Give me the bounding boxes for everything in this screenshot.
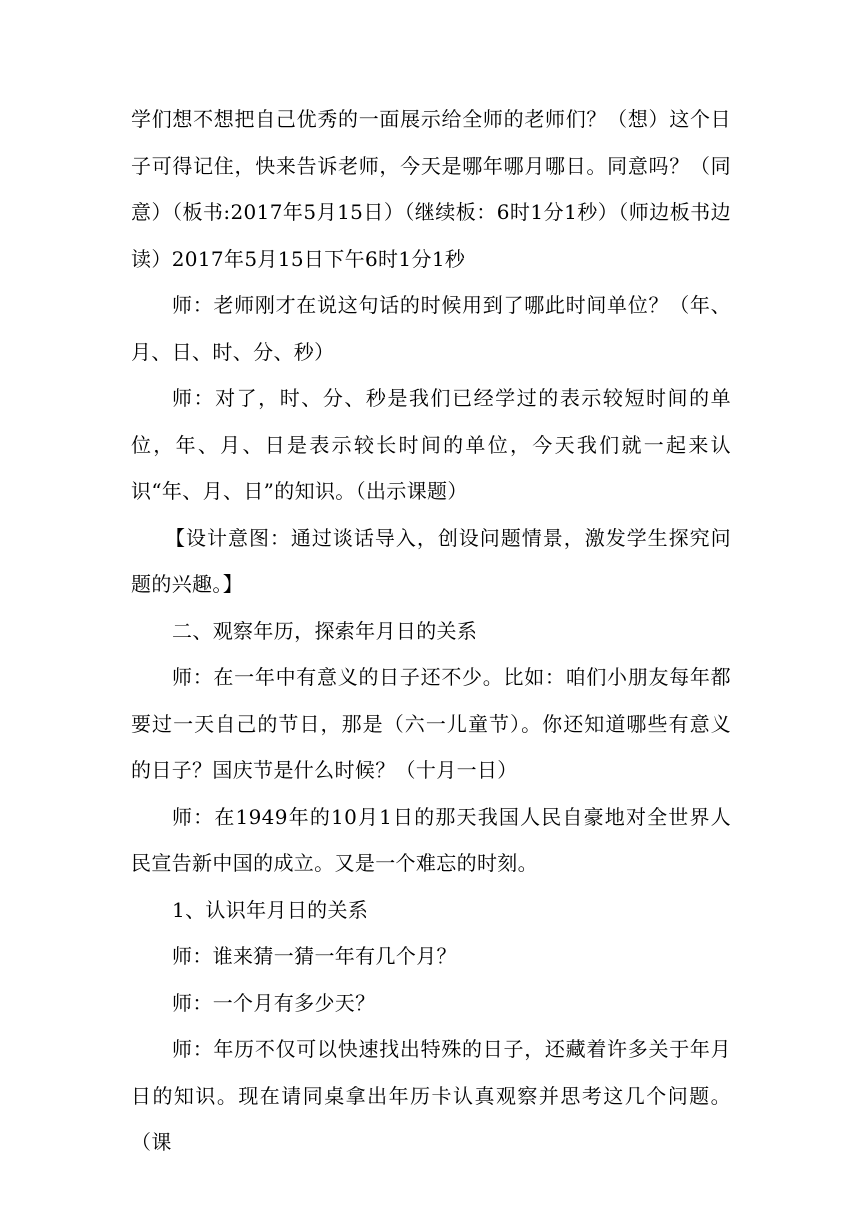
document-page	[131, 96, 731, 1166]
paragraph-teacher-explanation: 师：对了，时、分、秒是我们已经学过的表示较短时间的单位，年、月、日是表示较长时间的单位，今天我们就一起来认识“年、月、日”的知识。（出示课题）	[131, 386, 731, 503]
section-heading: 二、观察年历，探索年月日的关系	[172, 618, 478, 643]
paragraph-meaningful-days: 师：在一年中有意义的日子还不少。比如：咱们小朋友每年都要过一天自己的节日，那是（六一儿童节）。你还知道哪些有意义的日子？国庆节是什么时候？（十月一日）	[131, 665, 731, 782]
paragraph-teacher-question: 师：老师刚才在说这句话的时候用到了哪此时间单位？（年、月、日、时、分、秒）	[131, 293, 731, 364]
paragraph-calendar-task: 师：年历不仅可以快速找出特殊的日子，还藏着许多关于年月日的知识。现在请同桌拿出年历卡认真观察并思考这几个问题。（课	[131, 1037, 731, 1154]
paragraph-months-question: 师：谁来猜一猜一年有几个月？	[172, 944, 457, 968]
paragraph-continuation: 学们想不想把自己优秀的一面展示给全师的老师们？（想）这个日子可得记住，快来告诉老师，今天是哪年哪月哪日。同意吗？（同意）（板书:2017年5月15日）（继续板：6时1分1秒）（师边板书边读）2017年5月15日下午6时1分1秒	[131, 107, 731, 271]
subsection-heading: 1、认识年月日的关系	[172, 897, 369, 922]
paragraph-days-question: 师：一个月有多少天？	[172, 990, 376, 1015]
paragraph-design-intent: 【设计意图：通过谈话导入，创设问题情景，激发学生探究问题的兴趣。】	[131, 525, 731, 596]
paragraph-national-day: 师：在1949年的10月1日的那天我国人民自豪地对全世界人民宣告新中国的成立。又是一个难忘的时刻。	[131, 804, 731, 875]
